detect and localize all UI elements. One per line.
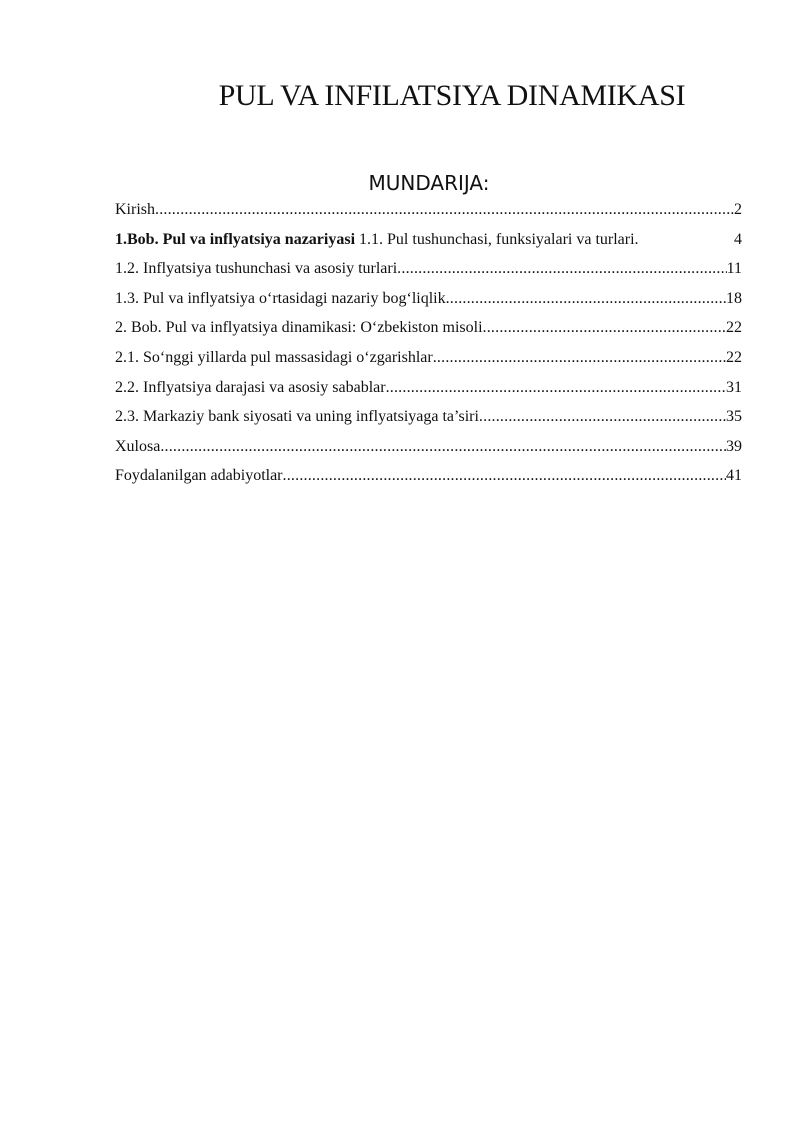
toc-entry-label: Kirish [115, 201, 155, 218]
toc-entry-kirish[interactable] [115, 199, 742, 229]
toc-entry-label: Xulosa [115, 437, 161, 455]
toc-entry-chapter-1[interactable] [115, 229, 742, 259]
toc-entry-2-3[interactable] [115, 406, 742, 436]
toc-entry-chapter-2[interactable] [115, 317, 742, 347]
toc-entry-label: 2.2. Inflyatsiya darajasi va asosiy sabablar [115, 378, 386, 396]
toc-entry-2-1[interactable] [115, 347, 742, 377]
toc-page-number: 41 [726, 467, 742, 485]
toc-entry-2-2[interactable] [115, 377, 742, 407]
toc-entry-label: Foydalanilgan adabiyotlar [115, 467, 283, 485]
toc-page-number: 22 [726, 348, 742, 366]
toc-entry-label: 2.1. So‘nggi yillarda pul massasidagi o‘zgarishlar [115, 348, 433, 366]
toc-entry-label: 1.3. Pul va inflyatsiya o‘rtasidagi nazariy bog‘liqlik [115, 289, 446, 307]
toc-page-number: 31 [726, 378, 742, 396]
toc-heading: MUNDARIJA: [368, 171, 490, 195]
toc-entry-adabiyotlar[interactable] [115, 465, 742, 495]
toc-page-number: 35 [726, 408, 742, 426]
toc-page-number: 2 [734, 201, 742, 218]
toc-dot-leader [283, 465, 726, 487]
toc-dot-leader [433, 347, 726, 369]
toc-entry-label: 2. Bob. Pul va inflyatsiya dinamikasi: O‘zbekiston misoli [115, 319, 483, 337]
toc-entry-1-3[interactable] [115, 288, 742, 318]
toc-page-number: 39 [726, 437, 742, 455]
toc-dot-leader [483, 317, 726, 339]
document-title: PUL VA INFILATSIYA DINAMIKASI [218, 79, 686, 112]
toc-entry-label: 1.Bob. Pul va inflyatsiya nazariyasi 1.1. Pul tushunchasi, funksiyalari va turlari. [115, 230, 639, 248]
toc-dot-leader [386, 377, 726, 399]
toc-dot-leader [446, 288, 726, 310]
toc-entry-xulosa[interactable] [115, 436, 742, 466]
toc-dot-leader [479, 406, 726, 428]
toc-page-number: 22 [726, 319, 742, 337]
toc-entry-label: 2.3. Markaziy bank siyosati va uning inflyatsiyaga ta’siri [115, 408, 479, 426]
table-of-contents [115, 199, 742, 495]
toc-page-number: 4 [734, 230, 742, 248]
toc-entry-1-2[interactable] [115, 258, 742, 288]
toc-page-number: 18 [726, 289, 742, 307]
toc-dot-leader [155, 199, 734, 221]
toc-page-number: 11 [726, 260, 742, 278]
toc-entry-label: 1.2. Inflyatsiya tushunchasi va asosiy turlari [115, 260, 398, 278]
toc-dot-leader [160, 436, 726, 458]
toc-dot-leader [397, 258, 726, 280]
